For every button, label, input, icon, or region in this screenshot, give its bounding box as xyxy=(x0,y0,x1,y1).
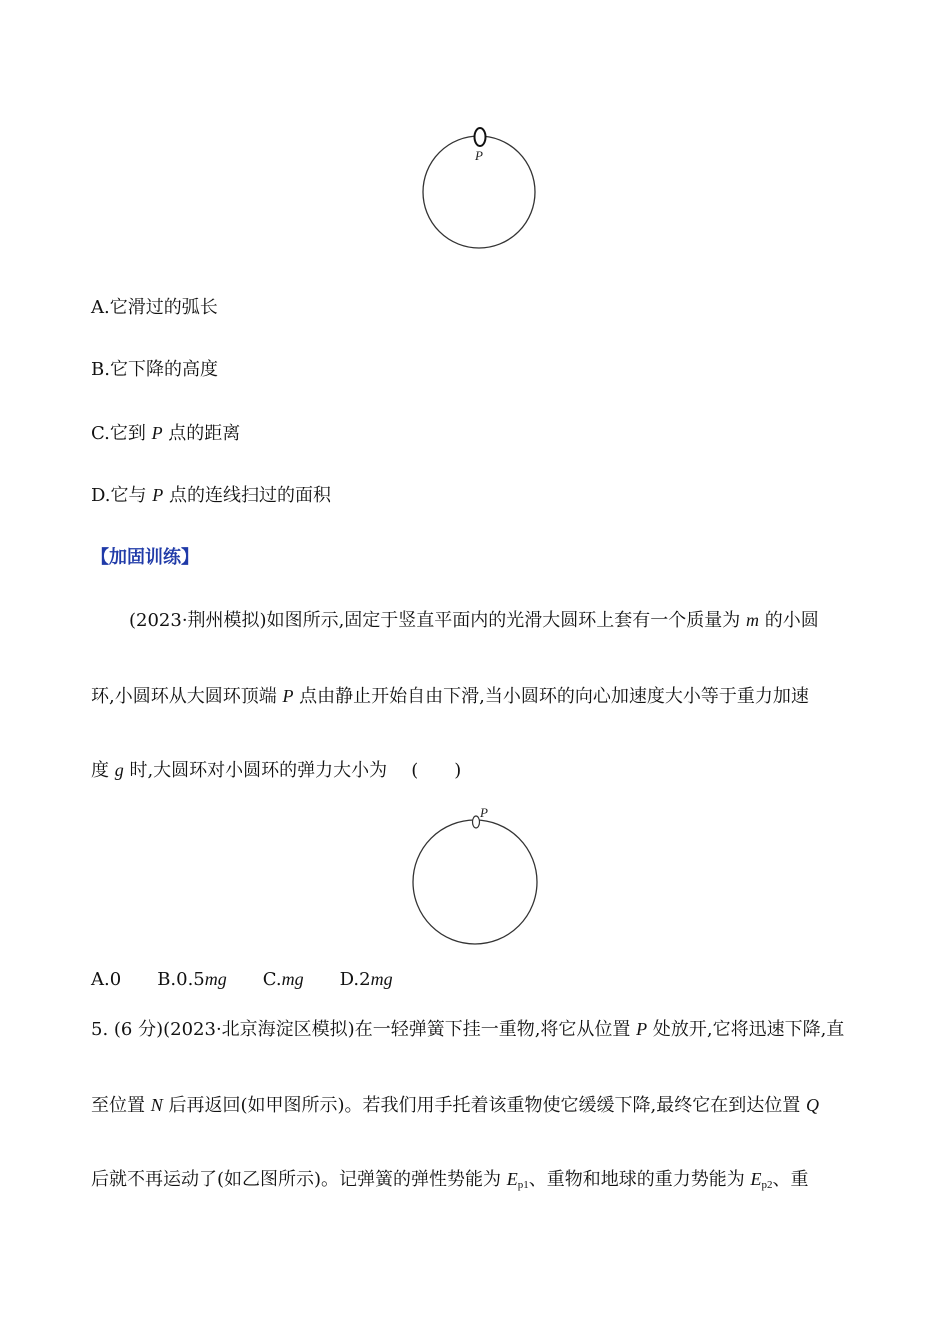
option-b: B.它下降的高度 xyxy=(91,359,218,380)
reinforce-line-1 xyxy=(129,608,819,633)
q5-line-1 xyxy=(91,1017,844,1042)
reinforce-l3-end: 时,大圆环对小圆环的弹力大小为 xyxy=(123,760,388,781)
q5-l3-end: 、重 xyxy=(772,1169,809,1190)
option-d-text-end: 点的连线扫过的面积 xyxy=(163,485,331,506)
reinforce-l1-end: 的小圆 xyxy=(759,610,819,631)
q5-l3-text: 后就不再运动了(如乙图所示)。记弹簧的弹性势能为 xyxy=(91,1169,507,1190)
answer-paren: ( ) xyxy=(411,760,462,781)
option-d-var: P xyxy=(152,485,164,505)
reinforce-l1-var: m xyxy=(746,610,760,630)
q5-l2-mid: 后再返回(如甲图所示)。若我们用手托着该重物使它缓缓下降,最终它在到达位置 xyxy=(162,1095,806,1116)
reinforce-option-d xyxy=(340,969,393,990)
reinforce-l3-var: g xyxy=(114,760,124,780)
reinforce-option-c-var: mg xyxy=(281,969,304,989)
option-a: A.它滑过的弧长 xyxy=(91,297,218,318)
reinforce-option-b-text: B.0.5 xyxy=(157,969,205,990)
q5-l3-mid: 、重物和地球的重力势能为 xyxy=(528,1169,751,1190)
option-c xyxy=(91,421,240,446)
reinforce-l3-text: 度 xyxy=(91,760,115,781)
ring-figure-1 xyxy=(418,124,542,254)
reinforce-option-d-text: D.2 xyxy=(339,969,371,990)
option-c-text-end: 点的距离 xyxy=(162,423,241,444)
figure-label-p: P xyxy=(480,805,488,820)
option-d xyxy=(91,483,331,508)
reinforce-option-b-var: mg xyxy=(204,969,227,989)
q5-l1-end: 处放开,它将迅速下降,直 xyxy=(647,1019,845,1040)
q5-l1-text: 5. (6 分)(2023·北京海淀区模拟)在一轻弹簧下挂一重物,将它从位置 xyxy=(91,1019,637,1040)
option-c-text: C.它到 xyxy=(91,423,152,444)
reinforce-l2-end: 点由静止开始自由下滑,当小圆环的向心加速度大小等于重力加速 xyxy=(293,686,809,707)
q5-l3-sub2: p2 xyxy=(761,1179,773,1191)
reinforce-option-c xyxy=(263,969,304,990)
small-ring xyxy=(473,816,480,828)
q5-l3-var2: E xyxy=(750,1169,762,1189)
q5-l2-var: N xyxy=(150,1095,163,1115)
option-d-text: D.它与 xyxy=(91,485,153,506)
q5-l2-var2: Q xyxy=(805,1095,819,1115)
q5-l1-var: P xyxy=(636,1019,648,1039)
q5-line-2 xyxy=(91,1093,819,1118)
q5-l3-sub1: p1 xyxy=(517,1179,529,1191)
reinforce-l2-text: 环,小圆环从大圆环顶端 xyxy=(91,686,283,707)
reinforce-option-c-text: C. xyxy=(262,969,282,990)
q5-line-3 xyxy=(91,1167,809,1197)
reinforce-l1-text: (2023·荆州模拟)如图所示,固定于竖直平面内的光滑大圆环上套有一个质量为 xyxy=(129,610,747,631)
large-ring xyxy=(413,820,537,944)
reinforce-line-3 xyxy=(91,758,461,783)
section-heading: 【加固训练】 xyxy=(91,547,199,568)
figure-label-p: P xyxy=(475,148,483,163)
option-c-var: P xyxy=(151,423,163,443)
reinforce-option-a: A.0 xyxy=(91,969,122,990)
q5-l2-text: 至位置 xyxy=(91,1095,151,1116)
reinforce-line-2 xyxy=(91,684,809,709)
q5-l3-var1: E xyxy=(506,1169,518,1189)
reinforce-option-d-var: mg xyxy=(370,969,393,989)
reinforce-l2-var: P xyxy=(282,686,294,706)
ring-figure-2 xyxy=(406,802,546,948)
reinforce-option-b xyxy=(157,969,227,990)
small-ring xyxy=(475,128,486,146)
reinforce-options xyxy=(91,967,429,992)
